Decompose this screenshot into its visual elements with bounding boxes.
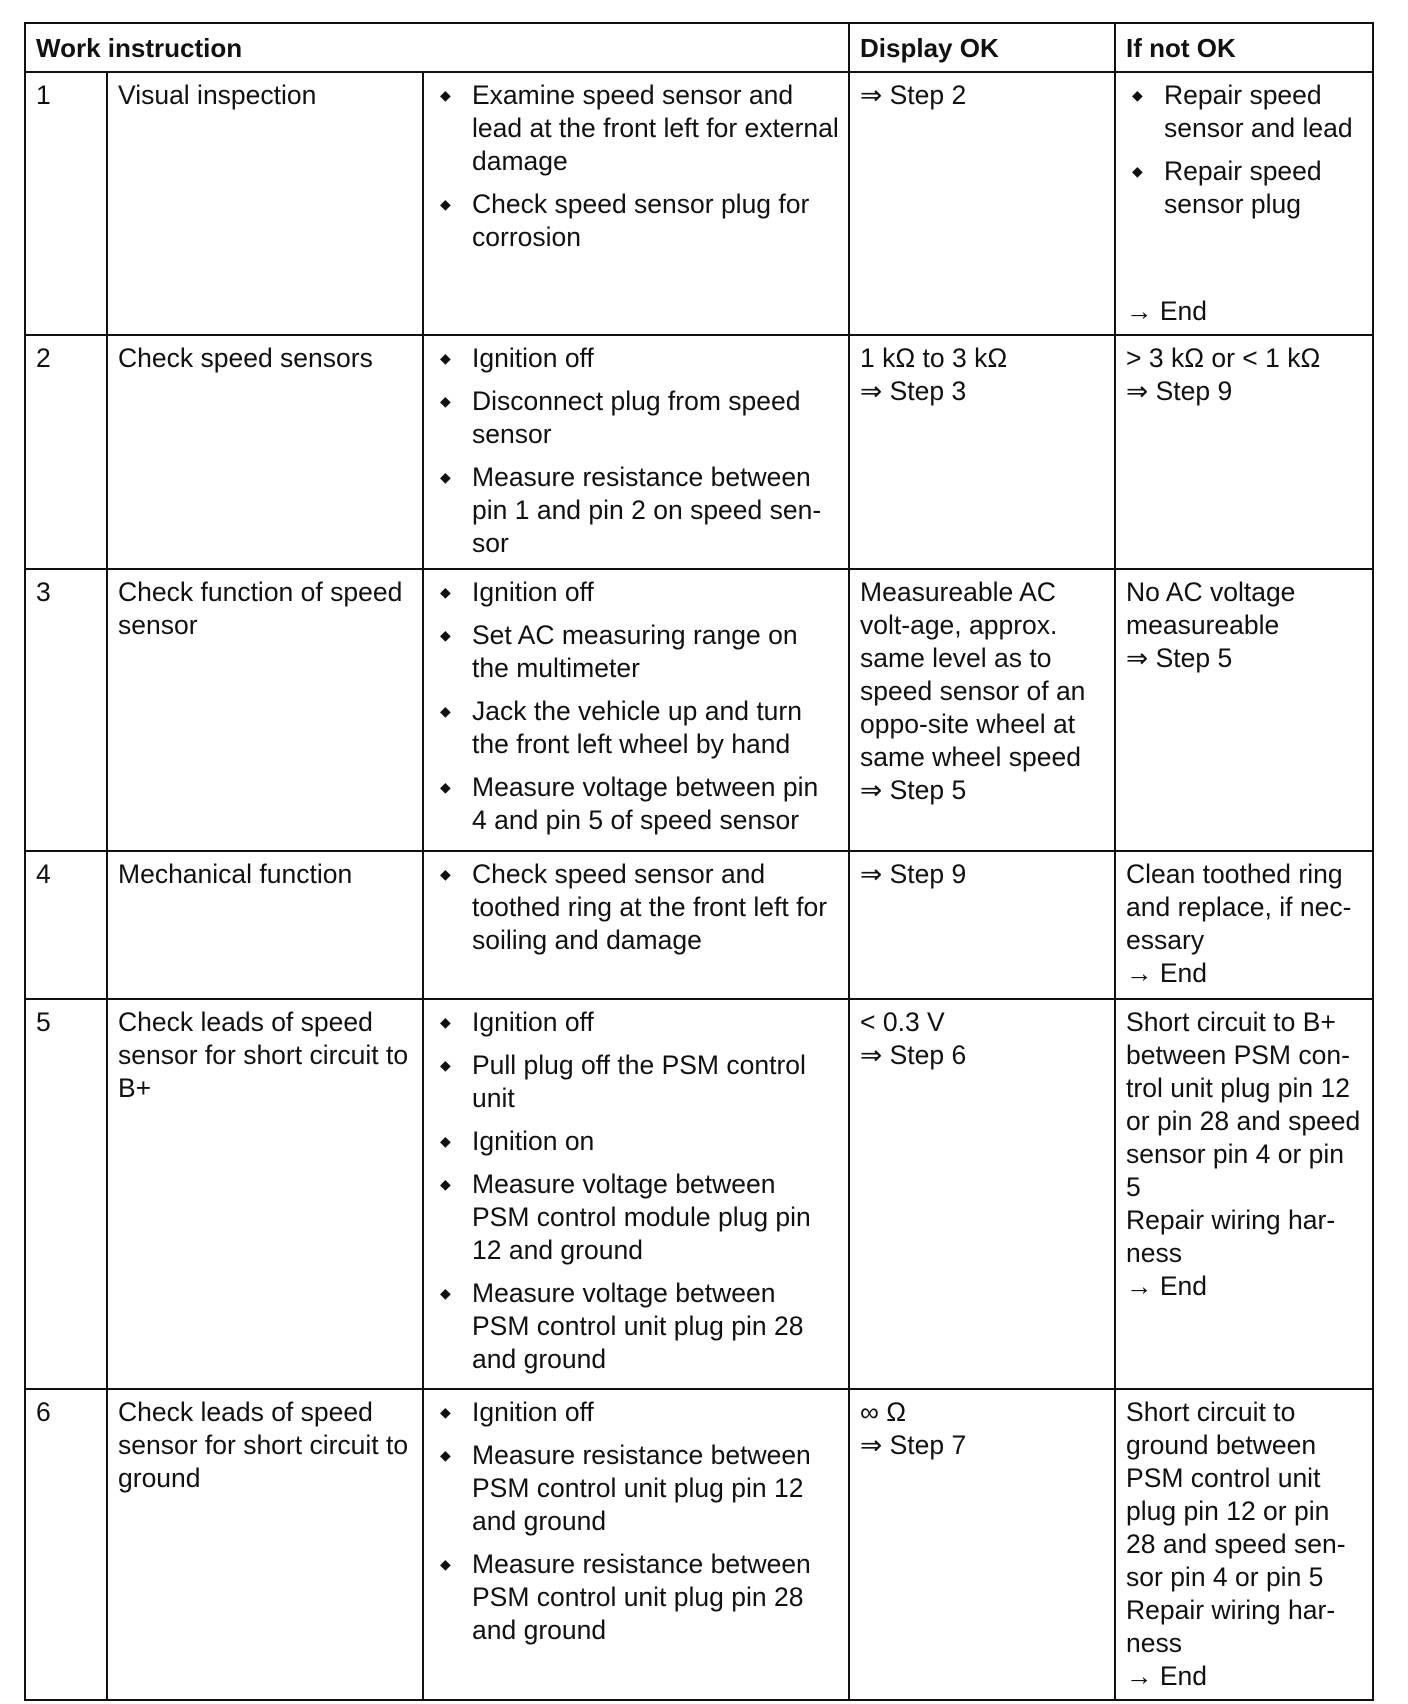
list-item: ◆ Ignition off [434,342,840,375]
table-row [25,851,1373,999]
header-row [25,23,1373,72]
instructions-cell [423,335,849,569]
not-ok-cell [1115,1389,1373,1700]
list-item: ◆ Measure voltage between PSM control module plug pin 12 and ground [434,1168,840,1267]
not-ok-text: > 3 kΩ or < 1 kΩ [1126,343,1321,373]
not-ok-text: Clean toothed ring and replace, if nec-essary [1126,859,1352,955]
header-work-instruction: Work instruction [25,23,849,72]
display-ok-cell [849,335,1115,569]
not-ok-text: → End [1126,1271,1208,1301]
list-item: ◆ Measure resistance between pin 1 and pin 2 on speed sen-sor [434,461,840,560]
list-item: ◆ Ignition off [434,1396,840,1429]
step-title: Visual inspection [107,72,423,335]
not-ok-text: No AC voltage measureable [1126,577,1296,640]
instructions-cell [423,72,849,335]
display-ok-text: ⇒ Step 6 [860,1040,967,1070]
not-ok-cell [1115,999,1373,1389]
display-ok-cell [849,999,1115,1389]
display-ok-text: ∞ Ω [860,1397,907,1427]
list-item: ◆ Ignition off [434,576,840,609]
not-ok-text: ⇒ Step 5 [1126,643,1233,673]
list-item: ◆ Measure voltage between PSM control unit plug pin 28 and ground [434,1277,840,1376]
list-item: ◆ Jack the vehicle up and turn the front left wheel by hand [434,695,840,761]
display-ok-text: ⇒ Step 5 [860,775,967,805]
step-title: Check function of speed sensor [107,569,423,851]
not-ok-text: → End [1126,296,1208,326]
display-ok-text: 1 kΩ to 3 kΩ [860,343,1008,373]
step-title: Check speed sensors [107,335,423,569]
table-row [25,1389,1373,1700]
step-title: Mechanical function [107,851,423,999]
table-row [25,72,1373,335]
list-item: ◆ Set AC measuring range on the multimeter [434,619,840,685]
list-item: ◆ Check speed sensor and toothed ring at the front left for soiling and damage [434,858,840,957]
display-ok-text: ⇒ Step 7 [860,1430,967,1460]
work-instruction-page [24,22,1372,1701]
not-ok-cell [1115,569,1373,851]
spacer [1126,221,1364,295]
not-ok-cell [1115,72,1373,335]
instructions-cell [423,999,849,1389]
not-ok-text: → End [1126,1661,1208,1691]
list-item: ◆ Measure resistance between PSM control unit plug pin 12 and ground [434,1439,840,1538]
list-item: ◆ Disconnect plug from speed sensor [434,385,840,451]
instructions-cell [423,851,849,999]
list-item: ◆ Ignition off [434,1006,840,1039]
step-number: 1 [25,72,107,335]
display-ok-cell [849,72,1115,335]
table-row [25,569,1373,851]
display-ok-text: < 0.3 V [860,1007,945,1037]
display-ok-cell [849,569,1115,851]
list-item: ◆ Ignition on [434,1125,840,1158]
step-title: Check leads of speed sensor for short circuit to ground [107,1389,423,1700]
list-item: ◆ Repair speed sensor and lead [1126,79,1364,145]
display-ok-text: Measureable AC volt-age, approx. same level as to speed sensor of an oppo-site wheel at same wheel speed [860,577,1086,772]
display-ok-text: ⇒ Step 9 [860,859,967,889]
step-title: Check leads of speed sensor for short circuit to B+ [107,999,423,1389]
step-number: 6 [25,1389,107,1700]
not-ok-text: Short circuit to ground between PSM control unit plug pin 12 or pin 28 and speed sen-sor pin 4 or pin 5 [1126,1397,1346,1592]
list-item: ◆ Check speed sensor plug for corrosion [434,188,840,254]
list-item: ◆ Measure voltage between pin 4 and pin 5 of speed sensor [434,771,840,837]
display-ok-text: ⇒ Step 3 [860,376,967,406]
step-number: 3 [25,569,107,851]
not-ok-text: Repair wiring har-ness [1126,1205,1336,1268]
header-if-not-ok: If not OK [1115,23,1373,72]
not-ok-cell [1115,851,1373,999]
instructions-cell [423,569,849,851]
instructions-cell [423,1389,849,1700]
list-item: ◆ Repair speed sensor plug [1126,155,1364,221]
step-number: 2 [25,335,107,569]
table-row [25,335,1373,569]
not-ok-text: ⇒ Step 9 [1126,376,1233,406]
not-ok-text: Short circuit to B+ between PSM con-trol unit plug pin 12 or pin 28 and speed sensor pin 4 or pin 5 [1126,1007,1361,1202]
step-number: 4 [25,851,107,999]
step-number: 5 [25,999,107,1389]
display-ok-cell [849,1389,1115,1700]
list-item: ◆ Examine speed sensor and lead at the front left for external damage [434,79,840,178]
table-row [25,999,1373,1389]
header-display-ok: Display OK [849,23,1115,72]
work-instruction-table [24,22,1374,1701]
display-ok-cell [849,851,1115,999]
list-item: ◆ Measure resistance between PSM control unit plug pin 28 and ground [434,1548,840,1647]
display-ok-text: ⇒ Step 2 [860,80,967,110]
not-ok-cell [1115,335,1373,569]
not-ok-text: Repair wiring har-ness [1126,1595,1336,1658]
list-item: ◆ Pull plug off the PSM control unit [434,1049,840,1115]
not-ok-text: → End [1126,958,1208,988]
